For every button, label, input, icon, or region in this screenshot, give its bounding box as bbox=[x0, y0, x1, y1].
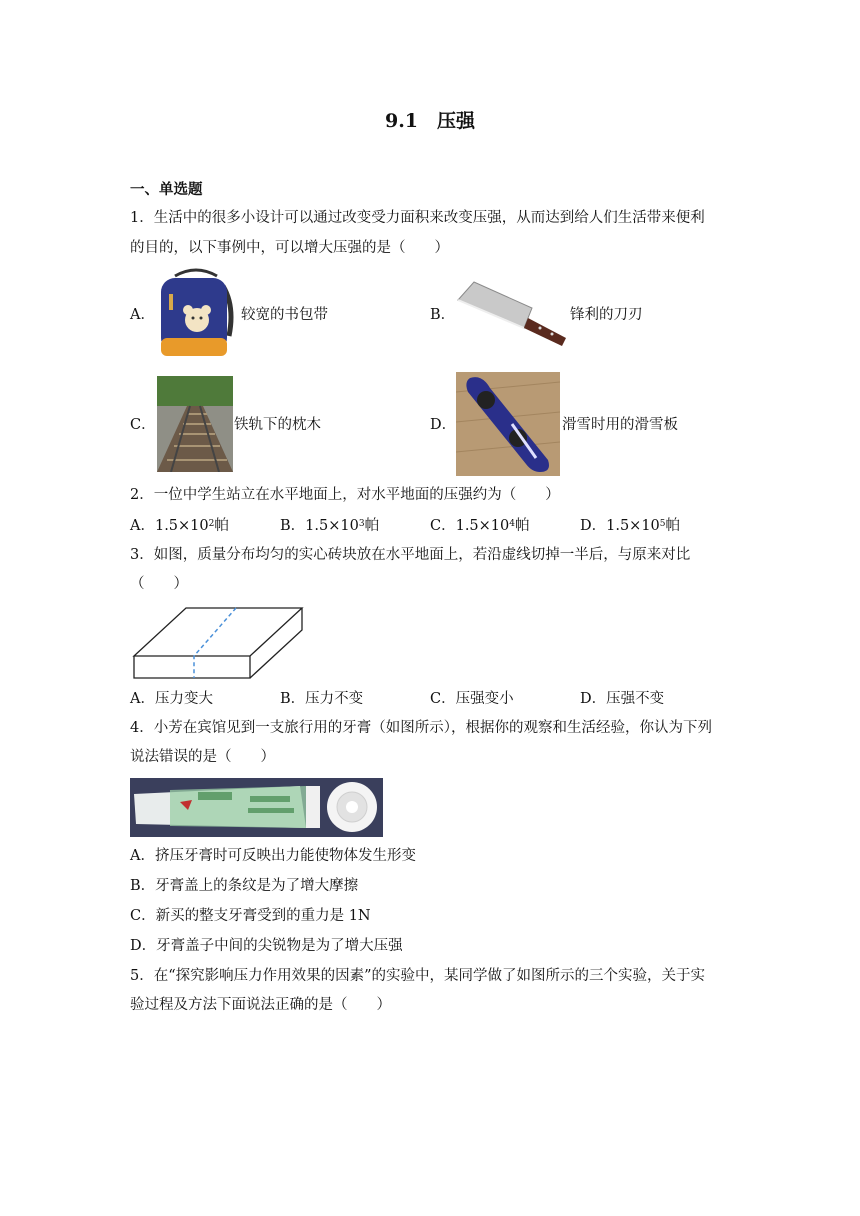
q3-option-d[interactable]: D．压强不变 bbox=[580, 691, 665, 707]
q3-option-c[interactable]: C．压强变小 bbox=[430, 691, 514, 707]
q4-option-d[interactable]: D．牙膏盖子中间的尖锐物是为了增大压强 bbox=[130, 938, 403, 954]
q1-option-b-label[interactable]: B． bbox=[430, 307, 456, 323]
q2-option-a[interactable] bbox=[130, 516, 229, 536]
page-title: 9.1 压强 bbox=[384, 110, 476, 132]
q1-option-c-label[interactable]: C． bbox=[130, 417, 156, 433]
knife-image bbox=[452, 278, 570, 350]
q2-option-a-unit: 帕 bbox=[214, 518, 229, 534]
q1-option-a-label[interactable]: A． bbox=[130, 307, 155, 323]
q2-option-a-exponent: 2 bbox=[208, 519, 215, 529]
q1-stem-line1: 1．生活中的很多小设计可以通过改变受力面积来改变压强，从而达到给人们生活带来便利 bbox=[130, 210, 705, 226]
railway-sleepers-image bbox=[157, 376, 233, 472]
q2-option-c[interactable] bbox=[430, 516, 530, 536]
q3-stem-line1: 3．如图，质量分布均匀的实心砖块放在水平地面上，若沿虚线切掉一半后，与原来对比 bbox=[130, 547, 691, 563]
q5-stem-line1: 5．在“探究影响压力作用效果的因素”的实验中，某同学做了如图所示的三个实验，关于实 bbox=[130, 968, 706, 984]
snowboard-image bbox=[456, 372, 560, 476]
backpack-image bbox=[155, 266, 237, 362]
q2-option-a-base: A．1.5×10 bbox=[130, 518, 209, 534]
q5-stem-line2: 验过程及方法下面说法正确的是（ ） bbox=[130, 997, 391, 1013]
q2-option-b-base: B．1.5×10 bbox=[280, 518, 359, 534]
brick-diagram bbox=[130, 604, 306, 680]
q2-option-b[interactable] bbox=[280, 516, 379, 536]
q4-option-c[interactable]: C．新买的整支牙膏受到的重力是 1N bbox=[130, 908, 371, 924]
q2-option-c-exponent: 4 bbox=[509, 519, 515, 529]
q3-option-a[interactable]: A．压力变大 bbox=[130, 691, 213, 707]
q2-option-b-unit: 帕 bbox=[364, 518, 380, 534]
q2-option-d[interactable] bbox=[580, 516, 680, 536]
q3-stem-line2: （ ） bbox=[130, 576, 188, 592]
toothpaste-image bbox=[130, 778, 383, 837]
q1-stem-line2: 的目的，以下事例中，可以增大压强的是（ ） bbox=[130, 240, 449, 256]
q4-option-b[interactable]: B．牙膏盖上的条纹是为了增大摩擦 bbox=[130, 878, 359, 894]
q2-option-d-exponent: 5 bbox=[659, 519, 666, 529]
q4-stem-line1: 4．小芳在宾馆见到一支旅行用的牙膏（如图所示），根据你的观察和生活经验，你认为下列 bbox=[130, 720, 712, 736]
q1-option-a-text: 较宽的书包带 bbox=[241, 307, 328, 323]
q1-option-b-text: 锋利的刀刃 bbox=[570, 307, 643, 323]
q4-stem-line2: 说法错误的是（ ） bbox=[130, 749, 275, 765]
q2-option-b-exponent: 3 bbox=[358, 519, 365, 529]
q1-option-d-label[interactable]: D． bbox=[430, 417, 457, 433]
q3-option-b[interactable]: B．压力不变 bbox=[280, 691, 364, 707]
q2-option-c-unit: 帕 bbox=[515, 518, 530, 534]
q4-option-a[interactable]: A．挤压牙膏时可反映出力能使物体发生形变 bbox=[130, 848, 416, 864]
q1-option-c-text: 铁轨下的枕木 bbox=[234, 417, 321, 433]
section-heading: 一、单选题 bbox=[130, 181, 203, 198]
q1-option-d-text: 滑雪时用的滑雪板 bbox=[562, 417, 678, 433]
q2-stem: 2．一位中学生站立在水平地面上，对水平地面的压强约为（ ） bbox=[130, 487, 560, 503]
q2-option-d-unit: 帕 bbox=[665, 518, 681, 534]
q2-option-d-base: D．1.5×10 bbox=[580, 518, 660, 534]
q2-option-c-base: C．1.5×10 bbox=[430, 518, 510, 534]
